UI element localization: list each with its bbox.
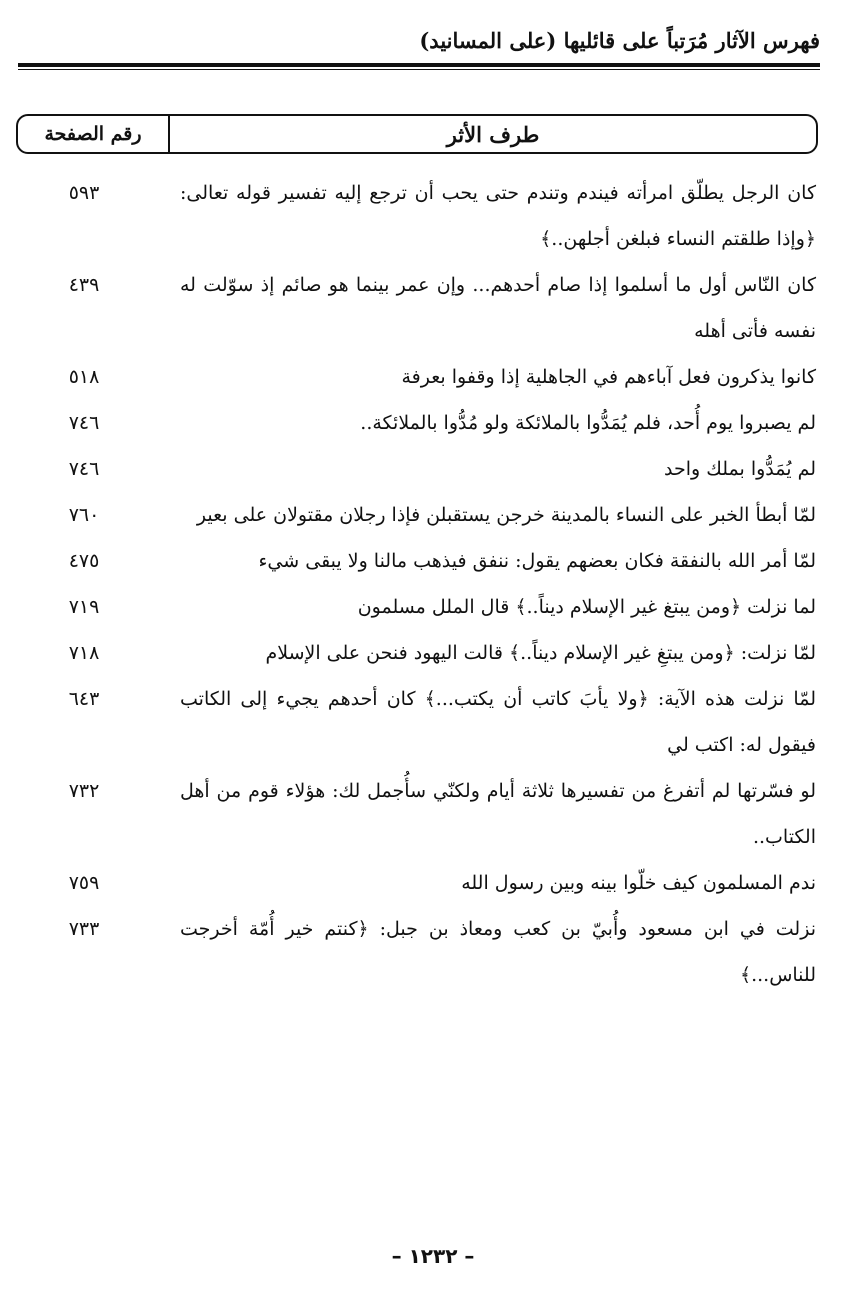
index-entry <box>20 676 816 768</box>
column-header-page: رقم الصفحة <box>18 116 170 152</box>
index-entry <box>20 906 816 998</box>
entry-page-number: ٧٤٦ <box>68 458 100 480</box>
running-title: فهرس الآثار مُرَتباً على قائليها (على المسانيد) <box>419 28 820 53</box>
entry-page-number: ٦٤٣ <box>68 688 100 710</box>
entry-text: لمّا نزلت: ﴿ومن يبتغِ غير الإسلام ديناً..﴾ قالت اليهود فنحن على الإسلام <box>265 642 816 664</box>
index-entries <box>20 170 816 998</box>
index-entry <box>20 584 816 630</box>
entry-text: كان النّاس أول ما أسلموا إذا صام أحدهم... وإن عمر بينما هو صائم إذ سوّلت له نفسه فأتى أهله <box>180 274 816 342</box>
index-entry <box>20 446 816 492</box>
index-entry <box>20 354 816 400</box>
index-entry <box>20 860 816 906</box>
column-header-box <box>16 114 818 154</box>
entry-text: كان الرجل يطلّق امرأته فيندم وتندم حتى يحب أن ترجع إليه تفسير قوله تعالى: ﴿وإذا طلقتم النساء فبلغن أجلهن..﴾ <box>180 182 816 250</box>
entry-text: نزلت في ابن مسعود وأُبيّ بن كعب ومعاذ بن جبل: ﴿كنتم خير أُمّة أخرجت للناس...﴾ <box>180 918 816 986</box>
column-header-text: طرف الأثر <box>446 121 540 147</box>
index-entry <box>20 630 816 676</box>
index-entry <box>20 400 816 446</box>
index-entry <box>20 262 816 354</box>
entry-text: كانوا يذكرون فعل آباءهم في الجاهلية إذا وقفوا بعرفة <box>401 366 816 388</box>
entry-page-number: ٥٩٣ <box>68 182 100 204</box>
entry-page-number: ٧٤٦ <box>68 412 100 434</box>
entry-text: لمّا نزلت هذه الآية: ﴿ولا يأبَ كاتب أن يكتب...﴾ كان أحدهم يجيء إلى الكاتب فيقول له: اكتب لي <box>180 688 816 756</box>
index-entry <box>20 492 816 538</box>
header-rule-thin <box>18 69 820 70</box>
entry-text: لم يُمَدُّوا بملك واحد <box>664 458 816 480</box>
entry-page-number: ٧٥٩ <box>68 872 100 894</box>
entry-page-number: ٥١٨ <box>68 366 100 388</box>
entry-page-number: ٧٦٠ <box>68 504 100 526</box>
entry-text: ندم المسلمون كيف خلّوا بينه وبين رسول الله <box>461 872 816 894</box>
entry-page-number: ٧١٩ <box>68 596 100 618</box>
index-entry <box>20 768 816 860</box>
entry-page-number: ٧٣٣ <box>68 918 100 940</box>
entry-text: لو فسّرتها لم أتفرغ من تفسيرها ثلاثة أيام ولكنّي سأُجمل لك: هؤلاء قوم من أهل الكتاب.. <box>180 780 816 848</box>
entry-page-number: ٧١٨ <box>68 642 100 664</box>
entry-page-number: ٧٣٢ <box>68 780 100 802</box>
index-entry <box>20 538 816 584</box>
entry-page-number: ٤٣٩ <box>68 274 100 296</box>
page-number: – ١٢٣٢ – <box>391 1244 475 1268</box>
entry-page-number: ٤٧٥ <box>68 550 100 572</box>
entry-text: لمّا أمر الله بالنفقة فكان بعضهم يقول: ننفق فيذهب مالنا ولا يبقى شيء <box>258 550 816 572</box>
header-rule-thick <box>18 63 820 67</box>
index-entry <box>20 170 816 262</box>
entry-text: لم يصبروا يوم أُحد، فلم يُمَدُّوا بالملائكة ولو مُدُّوا بالملائكة.. <box>360 412 816 434</box>
entry-text: لمّا أبطأ الخبر على النساء بالمدينة خرجن يستقبلن فإذا رجلان مقتولان على بعير <box>196 504 816 526</box>
entry-text: لما نزلت ﴿ومن يبتغ غير الإسلام ديناً..﴾ قال الملل مسلمون <box>357 596 816 618</box>
